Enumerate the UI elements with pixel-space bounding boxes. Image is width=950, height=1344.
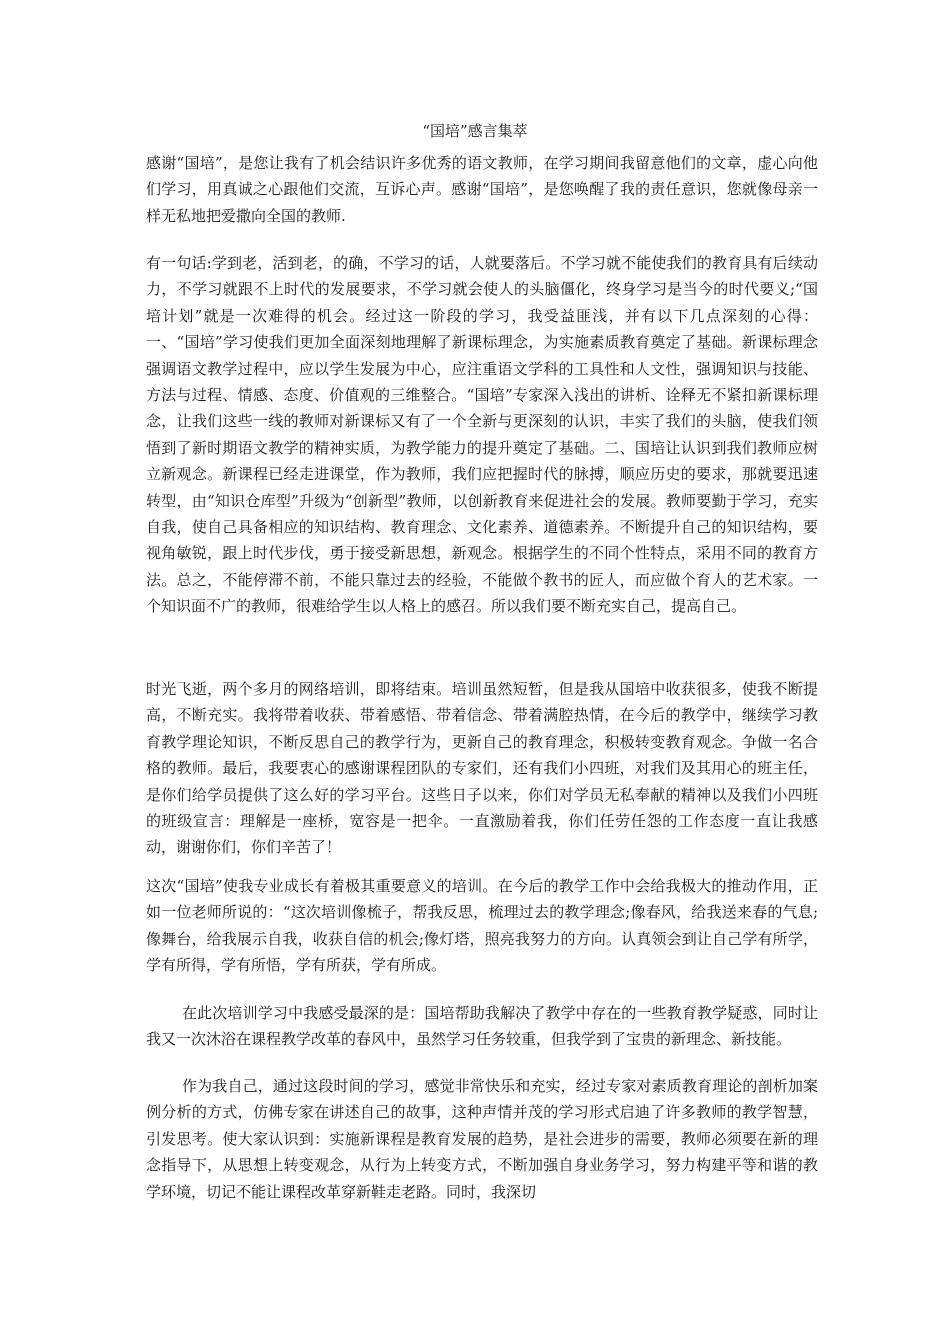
- paragraph-training-ending: 时光飞逝，两个多月的网络培训，即将结束。培训虽然短暂，但是我从国培中收获很多，使我不断提高，不断充实。我将带着收获、带着感悟、带着信念、带着满腔热情，在今后的教学中，继续学习教育教学理论知识，不断反思自己的教学行为，更新自己的教育理念，积极转变教育观念。争做一名合格的教师。最后，我要衷心的感谢课程团队的专家们，还有我们小四班，对我们及其用心的班主任，是你们给学员提供了这么好的学习平台。这些日子以来，你们对学员无私奉献的精神以及我们小四班的班级宣言：理解是一座桥，宽容是一把伞。一直激励着我，你们任劳任怨的工作态度一直让我感动，谢谢你们，你们辛苦了！: [146, 680, 818, 857]
- paragraph-personal-reflection: 作为我自己，通过这段时间的学习，感觉非常快乐和充实，经过专家对素质教育理论的剖析加案例分析的方式，仿佛专家在讲述自己的故事，这种声情并茂的学习形式启迪了许多教师的教学智慧，引发思考。使大家认识到：实施新课程是教育发展的趋势，是社会进步的需要，教师必须要在新的理念指导下，从思想上转变观念，从行为上转变方式，不断加强自身业务学习，努力构建平等和谐的教学环境，切记不能让课程改革穿新鞋走老路。同时，我深切: [146, 1077, 818, 1201]
- paragraph-deepest-feeling: 在此次培训学习中我感受最深的是：国培帮助我解决了教学中存在的一些教育教学疑惑，同时让我又一次沐浴在课程教学改革的春风中，虽然学习任务较重，但我学到了宝贵的新理念、新技能。: [146, 1004, 818, 1049]
- paragraph-professional-growth: 这次“国培”使我专业成长有着极其重要意义的培训。在今后的教学工作中会给我极大的推动作用，正如一位老师所说的：“这次培训像梳子，帮我反思，梳理过去的教学理念;像春风，给我送来春的气息;像舞台，给我展示自我，收获自信的机会;像灯塔，照亮我努力的方向。认真领会到让自己学有所学，学有所得，学有所悟，学有所获，学有所成。: [146, 877, 818, 975]
- paragraph-gratitude: 感谢“国培”，是您让我有了机会结识许多优秀的语文教师，在学习期间我留意他们的文章，虚心向他们学习，用真诚之心跟他们交流，互诉心声。感谢“国培”，是您唤醒了我的责任意识，您就像母亲一样无私地把爱撒向全国的教师.: [146, 154, 818, 225]
- document-title: “国培”感言集萃: [422, 122, 528, 140]
- paragraph-lifelong-learning: 有一句话:学到老，活到老，的确，不学习的话，人就要落后。不学习就不能使我们的教育具有后续动力，不学习就跟不上时代的发展要求，不学习就会使人的头脑僵化，终身学习是当今的时代要义;“国培计划”就是一次难得的机会。经过这一阶段的学习，我受益匪浅，并有以下几点深刻的心得：一、“国培”学习使我们更加全面深刻地理解了新课标理念，为实施素质教育奠定了基础。新课标理念强调语文教学过程中，应以学生发展为中心，应注重语文学科的工具性和人文性，强调知识与技能、方法与过程、情感、态度、价值观的三维整合。“国培”专家深入浅出的讲析、诠释无不紧扣新课标理念，让我们这些一线的教师对新课标又有了一个全新与更深刻的认识，丰实了我们的头脑，使我们领悟到了新时期语文教学的精神实质，为教学能力的提升奠定了基础。二、国培让认识到我们教师应树立新观念。新课程已经走进课堂，作为教师，我们应把握时代的脉搏，顺应历史的要求，那就要迅速转型，由“知识仓库型”升级为“创新型”教师，以创新教育来促进社会的发展。教师要勤于学习，充实自我，使自己具备相应的知识结构、教育理念、文化素养、道德素养。不断提升自己的知识结构，要视角敏锐，跟上时代步伐，勇于接受新思想，新观念。根据学生的不同个性特点，采用不同的教育方法。总之，不能停滞不前，不能只靠过去的经验，不能做个教书的匠人，而应做个育人的艺术家。一个知识面不广的教师，很难给学生以人格上的感召。所以我们要不断充实自己，提高自己。: [146, 254, 818, 616]
